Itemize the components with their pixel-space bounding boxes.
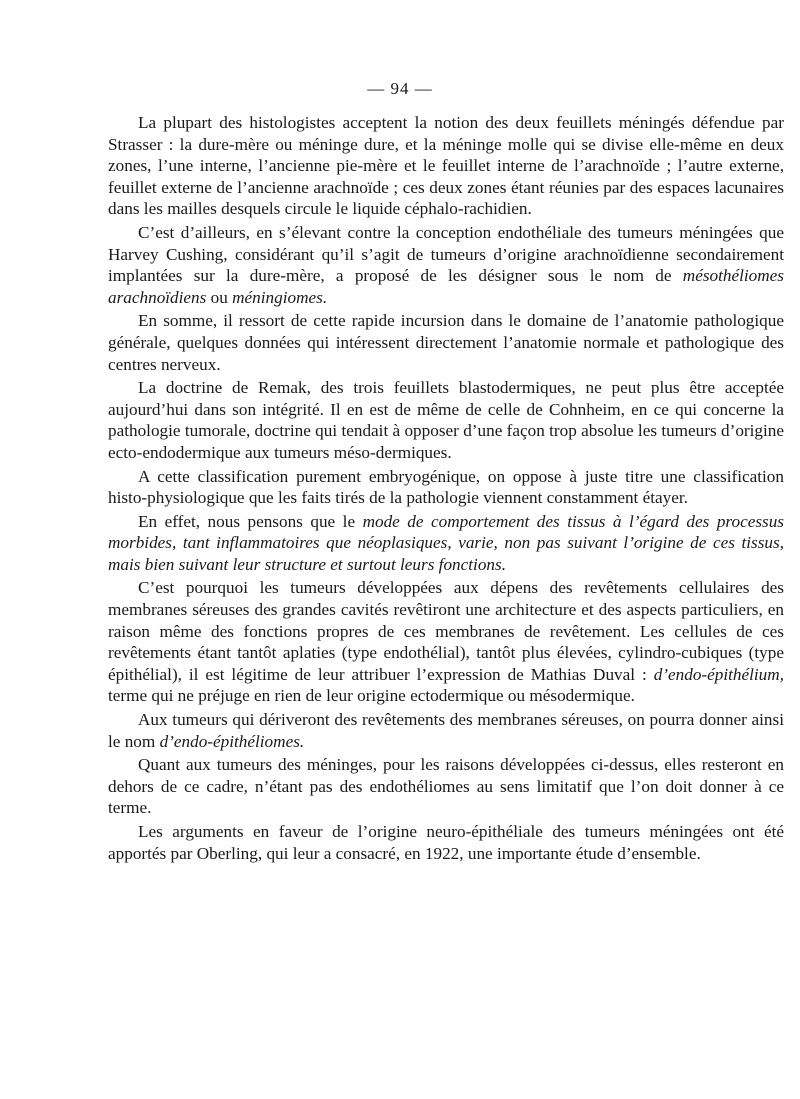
text-run: Quant aux tumeurs des méninges, pour les raisons développées ci-dessus, elles resteront en dehors de ce cadre, n’étant pas des endothéliomes au sens limitatif que l’on doit donner à ce terme. — [108, 755, 784, 818]
text-run: La plupart des histologistes acceptent la notion des deux feuillets méningés défendue par Strasser : la dure-mère ou méninge dure, et la méninge molle qui se divise elle-même en deux zones, l’une interne, l’ancienne pie-mère et le feuillet interne de l’arachnoïde ; l’autre externe, feuillet externe de l’ancienne arachnoïde ; ces deux zones étant réunies par des espaces lacunaires dans les mailles desquels circule le liquide céphalo-rachidien. — [108, 113, 784, 219]
paragraph — [108, 511, 784, 576]
italic-text: méningiomes. — [232, 287, 328, 307]
text-run: C’est d’ailleurs, en s’élevant contre la conception endothéliale des tumeurs méningées que Harvey Cushing, considérant qu’il s’agit de tumeurs d’origine arachnoïdienne secondairement implantées sur la dure-mère, a proposé de les désigner sous le nom de — [108, 222, 784, 286]
paragraph — [108, 821, 784, 864]
italic-text: mésothéliomes arachnoïdiens — [108, 266, 784, 307]
body-text — [108, 112, 784, 866]
italic-text: d’endo-épithélium, — [653, 664, 784, 684]
text-run: ou — [206, 287, 233, 307]
text-run: En somme, il ressort de cette rapide incursion dans le domaine de l’anatomie pathologique générale, quelques données qui intéressent directement l’anatomie normale et pathologique des centres nerveux. — [108, 311, 784, 374]
paragraph — [108, 377, 784, 463]
text-run: Les arguments en faveur de l’origine neuro-épithéliale des tumeurs méningées ont été apportés par Oberling, qui leur a consacré, en 1922, une importante étude d’ensemble. — [108, 822, 784, 863]
paragraph — [108, 112, 784, 220]
italic-text: d’endo-épithéliomes. — [159, 731, 305, 751]
paragraph — [108, 754, 784, 819]
page-number: — 94 — — [367, 79, 433, 98]
paragraph — [108, 709, 784, 752]
paragraph — [108, 222, 784, 308]
text-run: A cette classification purement embryogénique, on oppose à juste titre une classification histo-physiologique que les faits tirés de la pathologie viennent constamment étayer. — [108, 466, 784, 508]
paragraph — [108, 577, 784, 707]
paragraph — [108, 310, 784, 375]
text-run: La doctrine de Remak, des trois feuillets blastodermiques, ne peut plus être acceptée aujourd’hui dans son intégrité. Il en est de même de celle de Cohnheim, en ce qui concerne la pathologie tumorale, doctrine qui tendait à opposer d’une façon trop absolue les tumeurs d’origine ecto-endodermique aux tumeurs méso-dermiques. — [108, 378, 784, 462]
italic-text: mode de comportement des tissus à l’égard des processus morbides, tant inflammatoires que néoplasiques, varie, non pas suivant l’origine de ces tissus, mais bien suivant leur structure et surtout leurs fonctions. — [108, 511, 784, 574]
text-run: Aux tumeurs qui dériveront des revêtements des membranes séreuses, on pourra donner ainsi le nom — [108, 710, 784, 751]
text-run: C’est pourquoi les tumeurs développées aux dépens des revêtements cellulaires des membranes séreuses des grandes cavités revêtiront une architecture et des aspects particuliers, en raison même des fonctions propres de ces membranes de revêtement. Les cellules de ces revêtements étant tantôt aplaties (type endothélial), tantôt plus élevées, cylindro-cubiques (type épithélial), il est légitime de leur attribuer l’expression de Mathias Duval : — [108, 578, 784, 684]
text-run: En effet, nous pensons que le — [138, 511, 363, 531]
paragraph — [108, 466, 784, 509]
text-run: terme qui ne préjuge en rien de leur origine ectodermique ou mésodermique. — [108, 686, 635, 706]
